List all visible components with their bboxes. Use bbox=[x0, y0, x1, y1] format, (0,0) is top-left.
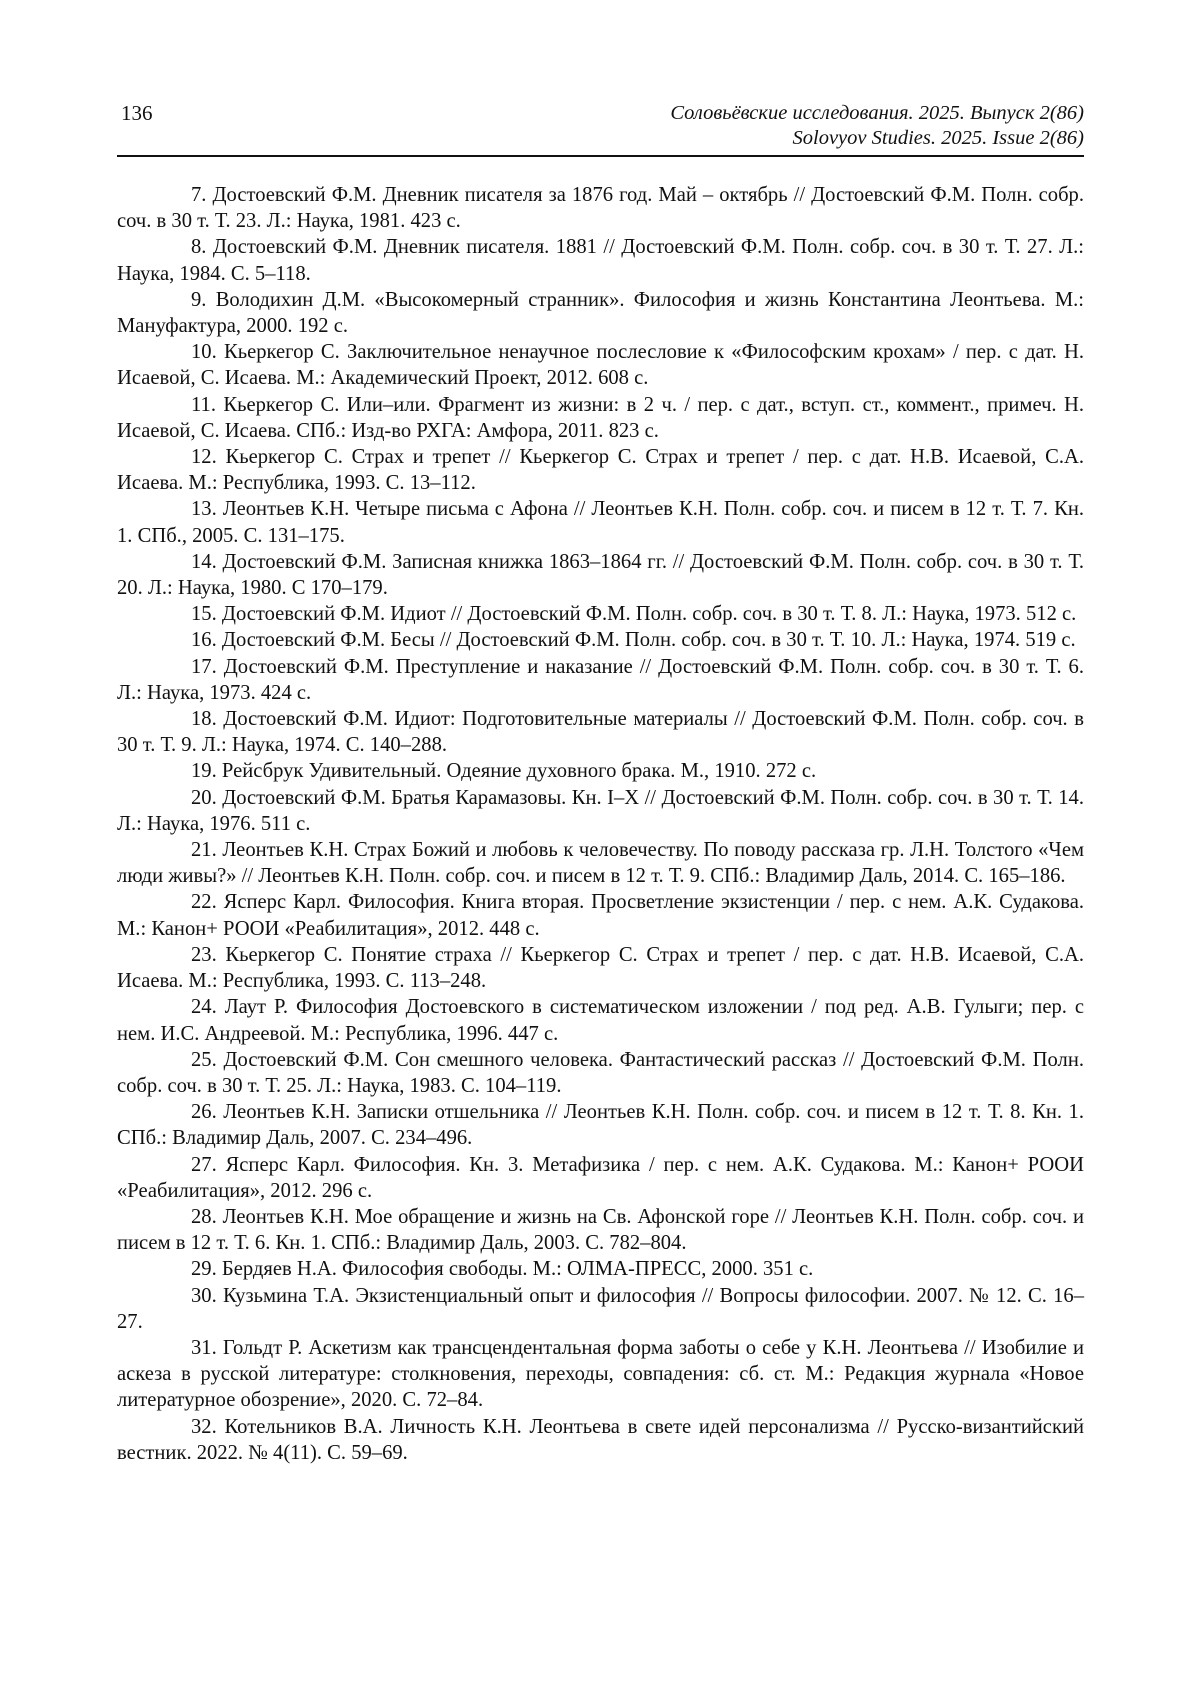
reference-item: 9. Володихин Д.М. «Высокомерный странник». Философия и жизнь Константина Леонтьева. М.: Мануфактура, 2000. 192 с. bbox=[117, 288, 1084, 338]
reference-item: 16. Достоевский Ф.М. Бесы // Достоевский Ф.М. Полн. собр. соч. в 30 т. Т. 10. Л.: Наука, 1974. 519 с. bbox=[191, 629, 1076, 652]
reference-item: 26. Леонтьев К.Н. Записки отшельника // Леонтьев К.Н. Полн. собр. соч. и писем в 12 т. Т. 8. Кн. 1. СПб.: Владимир Даль, 2007. С. 234–496. bbox=[117, 1101, 1084, 1150]
reference-item: 17. Достоевский Ф.М. Преступление и наказание // Достоевский Ф.М. Полн. собр. соч. в 30 т. Т. 6. Л.: Наука, 1973. 424 с. bbox=[117, 655, 1084, 704]
journal-title-ru: Соловьёвские исследования. 2025. Выпуск 2(86) bbox=[670, 102, 1084, 124]
reference-item: 21. Леонтьев К.Н. Страх Божий и любовь к человечеству. По поводу рассказа гр. Л.Н. Толстого «Чем люди живы?» // Леонтьев К.Н. Полн. собр. соч. и писем в 12 т. Т. 9. СПб.: Владимир Даль, 2014. С. 165–186. bbox=[117, 839, 1084, 888]
reference-item: 23. Кьеркегор С. Понятие страха // Кьеркегор С. Страх и трепет / пер. с дат. Н.В. Исаевой, С.А. Исаева. М.: Республика, 1993. С. 113–248. bbox=[117, 943, 1084, 993]
header-divider bbox=[117, 155, 1084, 157]
reference-item: 27. Ясперс Карл. Философия. Кн. 3. Метафизика / пер. с нем. А.К. Судакова. М.: Канон+ РООИ «Реабилитация», 2012. 296 с. bbox=[117, 1153, 1084, 1202]
reference-item: 11. Кьеркегор С. Или–или. Фрагмент из жизни: в 2 ч. / пер. с дат., вступ. ст., коммент., примеч. Н. Исаевой, С. Исаева. СПб.: Изд-во РХГА: Амфора, 2011. 823 с. bbox=[117, 393, 1084, 442]
reference-item: 12. Кьеркегор С. Страх и трепет // Кьеркегор С. Страх и трепет / пер. с дат. Н.В. Исаевой, С.А. Исаева. М.: Республика, 1993. С. 13–112. bbox=[117, 446, 1084, 495]
reference-item: 24. Лаут Р. Философия Достоевского в систематическом изложении / под ред. А.В. Гулыги; пер. с нем. И.С. Андреевой. М.: Республика, 1996. 447 с. bbox=[117, 996, 1084, 1045]
page-number: 136 bbox=[121, 101, 153, 125]
reference-item: 25. Достоевский Ф.М. Сон смешного человека. Фантастический рассказ // Достоевский Ф.М. Полн. собр. соч. в 30 т. Т. 25. Л.: Наука, 1983. С. 104–119. bbox=[117, 1048, 1084, 1097]
reference-item: 8. Достоевский Ф.М. Дневник писателя. 1881 // Достоевский Ф.М. Полн. собр. соч. в 30 т. Т. 27. Л.: Наука, 1984. С. 5–118. bbox=[117, 236, 1084, 285]
journal-title-en: Solovyov Studies. 2025. Issue 2(86) bbox=[792, 127, 1084, 149]
reference-item: 14. Достоевский Ф.М. Записная книжка 1863–1864 гг. // Достоевский Ф.М. Полн. собр. соч. в 30 т. Т. 20. Л.: Наука, 1980. С 170–179. bbox=[117, 550, 1084, 600]
reference-item: 7. Достоевский Ф.М. Дневник писателя за 1876 год. Май – октябрь // Достоевский Ф.М. Полн. собр. соч. в 30 т. Т. 23. Л.: Наука, 1981. 423 с. bbox=[117, 184, 1084, 233]
reference-item: 22. Ясперс Карл. Философия. Книга вторая. Просветление экзистенции / пер. с нем. А.К. Судакова. М.: Канон+ РООИ «Реабилитация», 2012. 448 с. bbox=[117, 891, 1084, 940]
reference-item: 20. Достоевский Ф.М. Братья Карамазовы. Кн. I–X // Достоевский Ф.М. Полн. собр. соч. в 30 т. Т. 14. Л.: Наука, 1976. 511 с. bbox=[117, 786, 1084, 835]
reference-item: 10. Кьеркегор С. Заключительное ненаучное послесловие к «Философским крохам» / пер. с дат. Н. Исаевой, С. Исаева. М.: Академический Проект, 2012. 608 с. bbox=[117, 341, 1084, 390]
reference-item: 31. Гольдт Р. Аскетизм как трансцендентальная форма заботы о себе у К.Н. Леонтьева // Изобилие и аскеза в русской литературе: столкновения, переходы, совпадения: сб. ст. М.: Редакция журнала «Новое литературное обозрение», 2020. С. 72–84. bbox=[117, 1336, 1084, 1412]
reference-item: 19. Рейсбрук Удивительный. Одеяние духовного брака. М., 1910. 272 с. bbox=[191, 760, 817, 783]
reference-item: 15. Достоевский Ф.М. Идиот // Достоевский Ф.М. Полн. собр. соч. в 30 т. Т. 8. Л.: Наука, 1973. 512 с. bbox=[191, 603, 1077, 626]
reference-list bbox=[117, 155, 1084, 1466]
reference-item: 13. Леонтьев К.Н. Четыре письма с Афона // Леонтьев К.Н. Полн. собр. соч. и писем в 12 т. Т. 7. Кн. 1. СПб., 2005. С. 131–175. bbox=[117, 498, 1084, 547]
running-header bbox=[117, 95, 1084, 155]
reference-item: 32. Котельников В.А. Личность К.Н. Леонтьева в свете идей персонализма // Русско-византийский вестник. 2022. № 4(11). С. 59–69. bbox=[117, 1415, 1084, 1464]
reference-item: 30. Кузьмина Т.А. Экзистенциальный опыт и философия // Вопросы философии. 2007. № 12. С. 16–27. bbox=[117, 1284, 1084, 1333]
journal-title bbox=[670, 101, 1084, 151]
reference-item: 18. Достоевский Ф.М. Идиот: Подготовительные материалы // Достоевский Ф.М. Полн. собр. соч. в 30 т. Т. 9. Л.: Наука, 1974. С. 140–288. bbox=[117, 708, 1084, 757]
document-page bbox=[117, 95, 1084, 1466]
reference-item: 28. Леонтьев К.Н. Мое обращение и жизнь на Св. Афонской горе // Леонтьев К.Н. Полн. собр. соч. и писем в 12 т. Т. 6. Кн. 1. СПб.: Владимир Даль, 2003. С. 782–804. bbox=[117, 1205, 1084, 1255]
reference-item: 29. Бердяев Н.А. Философия свободы. М.: ОЛМА-ПРЕСС, 2000. 351 с. bbox=[191, 1258, 814, 1281]
